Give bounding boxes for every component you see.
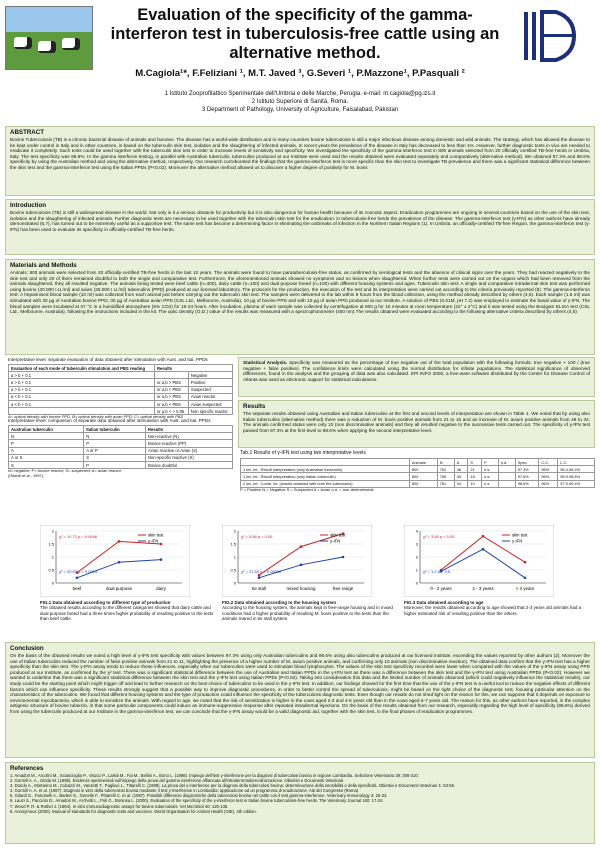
institute-logo (518, 8, 580, 64)
chart-annotation: χ² = 5.88 p = 0.05 (241, 534, 273, 539)
criteria-cell: Negative (188, 372, 232, 379)
criteria-cell: or a,b > PBS (155, 393, 189, 400)
table1-cell: 45 (454, 473, 468, 480)
fig3-line-chart (404, 525, 554, 597)
data-point (482, 535, 485, 538)
criteria2-cell: P (84, 461, 146, 468)
cow-shape (62, 38, 80, 50)
criteria-cell: or a,b < > 0.05 (155, 408, 189, 415)
table1-cell: n.s. (482, 473, 499, 480)
table1-cell: 1 lev. Int.: Result interpretation (only Italian tuberculin) (241, 473, 410, 480)
chart-annotation: χ² = 10.72 p = 0.0046 (59, 534, 98, 539)
criteria-caption-1: Interpretative level: separate evaluation of data obtained after stimulation with Aust. and Ital. PPDs (8, 357, 208, 362)
table1-cell: n.s. (482, 480, 499, 487)
criteria2-cell: P (9, 440, 84, 447)
reference-item: 2. Gormill A. A., Girida M. (1998). Evidenze sperimentali sull'impiego della prova del gamma interferone affiancata all'intradermotubercolinizzazione. Obiettivi e Documenti Veterinari. (10, 778, 345, 784)
reference-item: 6. Lauzi S., Pacciolo D., Amadori M., Archetti L., Poli G., Boninsa L. (2000). Evaluation of the specificity of the γ-interferon test in Italian bovine tuberculosis-free herds. The Veterinary Journal 160: 17-24. (10, 798, 384, 804)
criteria-cell: or a,b < PBS (155, 386, 189, 393)
y-tick-label: 1 (415, 567, 418, 573)
table1-header-cell: S (468, 459, 482, 466)
legend-label: γ-IFN (148, 538, 159, 544)
x-tick-label: 2 - 3 years (472, 586, 494, 591)
criteria-cell: or a,b < PBS (155, 400, 189, 407)
reference-item: 4. Gormill A. A. et al. (1997). Diagnosi in vitro della tubercolosi bovina mediante il test γ-interferone in Lombardia: applicazione ad un programma di eradicazione. Atti del Congresso (Roma). (10, 788, 360, 794)
y-tick-label: 2 (415, 554, 418, 560)
poster-authors: M.Cagiola¹*, F.Feliziani ¹, M.T. Javed ³, G.Severi ¹, P.Mazzone¹, P.Pasquali ² (135, 68, 465, 79)
fig2-caption-block (222, 600, 400, 621)
criteria-source: (Gilardi et al., 1997) (8, 472, 44, 478)
stats-heading: Statistical Analysis. (243, 360, 288, 365)
table1-cell: 1 lev. Int.: Result interpretation (only Australian tuberculin) (241, 466, 410, 473)
reference-item: 8. Anonymous (2000). Manual of standards for diagnostic tests and vaccines. World Organisation for Animal Health (OIE), 4th edition. (10, 808, 257, 814)
fig2-caption: FIG.2 Data obtained according to the housing system (222, 600, 337, 605)
chart-annotation: χ² = 1.2 p = 3.5 (423, 569, 451, 574)
table1-cell: 98.6% (515, 480, 539, 487)
reference-item: 1. Amadori M., Arcolini M., Sciascioglia P., Vitucci P., Lalsiti M., Fai M., Bellini A., Bono L. (1998). Impiego dell'test γ-interferone per la diagnosi di tubercolosi bovina in regione Lombardia. Selezione Veterinaria 39: 306-310. (10, 773, 419, 778)
y-tick-label: 1 (233, 554, 236, 560)
criteria-table-2 (8, 425, 233, 479)
methods-text: Animals: 800 animals were selected from 20 officially-certified TB-free herds in the last 10 years. The animals were found to have paratuberculosis-free status, as confirmed by serological tests and the absence of clinical signs over the years. They had reacted negatively to the skin test and only 20 of them remained doubtful to both the single and comparative test. Furthermore, the aforementioned animals showed no symptoms and no lesions when slaughtered. When further tests were carried out on the organs which had been removed from the animals slaughtered, they all resulted negative. The animals being tested were beef cattle (n=400), dairy cattle (n=100) and dual purpose breed (n=100) with different housing systems and ages. Tuberculin skin test: A single and comparative intradermal skin test was performed using bovine (30.000 I.U./ml) and avian (25.000 I.U./ml) tuberculins (PPD) produced at our licensed laboratory. The protocols for the production, the execution of the test and its interpretation were carried out according to the criteria previously reported (8). The gamma-interferon test: A heparinised blood sample (10 ml) was collected from each animal just before carrying out the tuberculin skin test. The samples were delivered to the lab within 8 hours from the blood collection, using the method already described by others (4,5). Each sample (1.5 ml) was stimulated with 30 µg of Australian bovine PPD, 30 µg of Australian avian PPD (CSL Ltd., Melbourne, Australia), 10 µg of bovine PPD and with 10 µg of avian PPD produced at our Institute. A solution of PBS (0.01M, pH 7.2) was employed to estimate the basal value of γ-IFN. The blood samples were incubated at 37 °C in a humidified atmosphere (5% CO2) for 16-24 hours. After incubation, plasma of each sample was collected by centrifugation at 900 g for 10 minutes at room temperature (22° ± 2°C) and it was tested using the Bovigam ELISA test (CSL Ltd., Melbourne, Australia), following the instructions included in the kit. The optic density (O.D.) value of the results was measured with a spectrophotometer (450 nm).The results obtained were evaluated according to the following alternative criteria described by others (4,5) (10, 270, 590, 315)
reference-item: 5. Gilardi G., Fascinelli A., Barbet G., Genelle F., Pittarelli C. et al. (1997). Possibili differenze diagnostiche della tubercolosi bovina nel cattle con il test gamma-interferone. Veterinary Immunology 3: 25-33. (10, 793, 388, 799)
table1-cell: 16 (468, 473, 482, 480)
criteria-cell: a > b + 0.1 (9, 372, 155, 379)
y-tick-label: 0 (51, 580, 54, 586)
affiliation-2: 2 Istituto Superiore di Sanità, Roma. (251, 99, 349, 105)
table1-cell: 781 (437, 480, 454, 487)
criteria-header-cell: Results (155, 365, 233, 372)
methods-box (5, 259, 595, 355)
criteria2-cell: Non-reactive (N) (146, 433, 233, 440)
legend-label: γ-IFN (512, 538, 523, 544)
criteria-note-2: N= negative; P= bovine reactor; S= suspected; A= avian reactor (8, 468, 122, 474)
criteria2-cell: A (9, 447, 84, 454)
table1-header-cell: n.d. (498, 459, 515, 466)
table1-note: P = Positive N = Negative S = Suspected A = Avian n.d. = non-determinable (240, 486, 374, 492)
table1-cell: 800 (409, 466, 437, 473)
data-point (524, 561, 527, 564)
criteria2-header-cell: Results (146, 426, 233, 433)
criteria2-cell: N (84, 433, 146, 440)
data-point (300, 545, 303, 548)
table1-cell: 97.5-99.4% (558, 480, 595, 487)
table1-cell: 800 (409, 473, 437, 480)
table1-cell: 96% (539, 473, 558, 480)
table1-header-cell: A (454, 459, 468, 466)
criteria2-cell: Avian reactive or Avian (S) (146, 447, 233, 454)
table1-header-cell: N (437, 459, 454, 466)
y-tick-label: 3 (415, 541, 418, 547)
affiliation-1: 1 Istituto Zooprofilattico Sperimentale dell'Umbria e delle Marche, Perugia. e-mail: m.cagiola@pg.izs.it (164, 91, 436, 97)
affiliations (90, 90, 510, 114)
introduction-box (5, 199, 595, 255)
data-point (482, 548, 485, 551)
stats-text: Specificity was measured as the percentage of true negative out of the total population with the following formula: true negative × 100 / (true negative + false positive). The confidence limits were calculated using the normal distribution for infinite populations. The statistical significance of observed differences, found in the analysis and the grouping of data was also calculated. EPI INFO 2000, a free-ware software distributed by the Center for Disease Control of Atlanta was used as electronic support for statistical calculations. (243, 360, 591, 382)
x-tick-label: > 3 years (515, 586, 535, 591)
y-tick-label: 4 (415, 528, 418, 534)
criteria2-cell: P (84, 440, 146, 447)
table1-header-cell: P (482, 459, 499, 466)
y-tick-label: 2 (233, 528, 236, 534)
criteria-cell: Avian reactor (188, 393, 232, 400)
data-point (76, 577, 79, 580)
x-tick-label: tie stall (251, 586, 267, 591)
y-tick-label: 0.5 (230, 567, 236, 573)
data-point (258, 574, 261, 577)
y-tick-label: 1.5 (48, 541, 54, 547)
fig2-line-chart (222, 525, 372, 597)
data-point (118, 561, 121, 564)
legend-label: skin test (148, 532, 164, 538)
cow-shape (14, 37, 32, 49)
chart-annotation: χ² = 3.65 p = 0.05 (423, 534, 455, 539)
y-tick-label: 0 (415, 580, 418, 586)
introduction-heading: Introduction (10, 202, 47, 209)
table1-cell: 97.6% (515, 473, 539, 480)
criteria-cell: a < b + 0.1 (9, 400, 155, 407)
y-tick-label: 1 (51, 554, 54, 560)
table1-cell: 95.9-98.6% (558, 473, 595, 480)
x-tick-label: dairy (156, 586, 166, 591)
table1-header-cell: Spec. (515, 459, 539, 466)
y-tick-label: 1.5 (230, 541, 236, 547)
criteria-caption-2: Interpretative level: comparison of separate data obtained after stimulation with Aust. and Ital. PPDs (8, 418, 211, 423)
methods-heading: Materials and Methods (10, 262, 77, 269)
table1-cell: n.s. (482, 466, 499, 473)
table1-header-cell: Animals (409, 459, 437, 466)
conclusion-text: On the basis of the obtained results we noted a high level of γ-IFN test specificity with values between 97.3% using only Australian tuberculins and 98.6% using also tuberculins produced at our licensed Institute, exceeding the values reported by other authors (2). Moreover the use of Italian tuberculins reduced the number of false positive animals from 21 to 11, highlighting the presence of a higher number of M. avium positive animals, and confirming only 10 animals (non discriminative reaction). The obtained data confirm that the γ-IFN test has a higher specificity than the skin test. The γ-IFN assay tends to reduce these influences, especially when our tuberculins were used to stimulate blood lymphocytes. The values of the skin test specificity recorded were lower when compared with the values of the γ-IFN assay using PPD produced at our Institute, as confirmed by the χ² test. There was a significant statistical difference between the use of Australian and Italian PPDs in the γ-IFN test as there was a difference between the skin test and the γ-IFN test using Australian PPDs (P<0.02). However we wanted to underline that there was a significant statistical difference between the skin test and the γ-IFN test using Italian PPDs (P<0.02). Taking into consideration this data and the limited number of animals observed (which could negatively influence the statistical results), our study could be the starting point which might trigger off and lead to further research on the best choice of tuberculins to be used in the γ-IFN test. In addition, our findings showed for the first time that the use of the γ-IFN test is a useful tool to reduce the negative effects of different factors which can influence specificity. These results strongly suggest that a possible way to improve diagnostic procedures, in order to better control the spread of tuberculosis, might be based on the right choice of the diagnostic test, focusing particular attention on the characteristics of the tuberculins. We found that different housing systems and the type of production could influence the specificity of the tuberculosis diagnostic tests. Even though our results do not shed light on the reason for this, we can suppose that it depends on exposure to environmental mycobacteria, which is able to sensitize the animals. With regard to age, we noted that the risk of sensitization is higher in the cows aged 2-3 and 4-6 years old than in the cows aged 6-7 years old. The reason for this, as other authors have reported, is the complex antigenic structure of bovine tubercle, in that some particular components could induce an immune-suppressive response after repeated intradermal injections. On the basis of the results obtained from our research, especially regarding the high level of specificity (98.6%) derived from using the tuberculin produced at our Institute in the gamma-interferon test, we can conclude that the γ-IFN assay would be a valid diagnostic aid, together with the skin test, in the final phases of eradication programmes. (10, 653, 590, 714)
criteria2-cell: A or S (9, 454, 84, 461)
criteria2-cell: Bovine doubtful (146, 461, 233, 468)
criteria-cell: a > b + 0.1 (9, 386, 155, 393)
table1-cell: 2 lev. Int.: Comb. int. (results obtained with both the tuberculins) (241, 480, 410, 487)
criteria-header-cell: Evaluation of each mode of tuberculin stimulation and PBS reading (9, 365, 155, 372)
criteria-cell: Non specific reactor (188, 408, 232, 415)
criteria-cell: Suspected (188, 386, 232, 393)
cow-shape (38, 41, 56, 53)
fig1-caption: FIG.1 Data obtained according to different type of production (40, 600, 171, 605)
table1-cell: 48 (454, 466, 468, 473)
fig1-line-chart (40, 525, 190, 597)
data-point (342, 556, 345, 559)
table1-title: Tab.1 Results of γ-IFN test using two interpretative levels (240, 450, 366, 456)
results-heading: Results (243, 403, 266, 410)
data-point (160, 558, 163, 561)
reference-item: 7. Wood P. R. & Rothel J. (1994). In vitro immunodiagnostic assays for bovine tuberculosis. Vet Microbiol 40: 125-135. (10, 803, 229, 809)
table1-cell: 752 (437, 466, 454, 473)
legend-label: skin test (330, 532, 346, 538)
x-tick-label: mixed housing (286, 586, 316, 591)
criteria-cell: a > b + 0.1 (9, 379, 155, 386)
y-tick-label: 0.5 (48, 567, 54, 573)
criteria-cell: a < b + 0.1 (9, 393, 155, 400)
criteria2-cell: N (9, 433, 84, 440)
legend-label: γ-IFN (330, 538, 341, 544)
data-point (258, 577, 261, 580)
criteria2-cell: Bovine reactive (PP) (146, 440, 233, 447)
data-point (300, 564, 303, 567)
table1-cell: 96% (539, 480, 558, 487)
criteria-note-1: A= optical density with bovine PPD, B= optical density with avian PPD; C= optical density with PBS (8, 414, 184, 420)
fig1-text: The obtained results according to the different categories showed that dairy cattle and dual purpose breed had a three times higher probability of resulting positive to the tests than beef cattle. (40, 605, 214, 621)
x-tick-label: 0 - 2 years (430, 586, 452, 591)
abstract-text: Bovine Tuberculosis (TB) is a chronic bacterial disease of animals and humans. The disease has a world-wide distribution and in many countries bovine tuberculosis is still a major infectious disease among domestic and wild animals. The strategy, which has allowed the disease to be kept under control in Italy and in other countries, is based on the tuberculin skin test, isolation and the slaughtering of infected animals. In recent years the prevalence of the disease in Italy has decreased to less than 1%. However, further diagnostic tests in vivo are needed to eradicate it completely. Such tests could be used together with the tuberculin skin test in order to increase levels of sensitivity and specificity. We investigated the specificity of the gamma-interferon test in 800 animals selected from 20 officially certified TB-free herds in Umbria, Italy. The test specificity was 96.8%. In the gamma interferon testing, in parallel with Australian tuberculin, tuberculins produced at our Institute were used and the results obtained were evaluated separately and comparatively (alternative method). We obtained 97.3% and 98.6% specificity by using the Australian method and using the alternative method, respectively. Our research corroborated the findings that the gamma-interferon test is more specific than the skin test to investigate TB prevalence and there was a significant statistical difference between the skin test and the gamma-interferon test using the Italian PPDs (P<0.02). Moreover the alternative method allowed us to discover a higher degree of positivity for M. bovis (10, 137, 590, 170)
table1-cell: 21 (468, 466, 482, 473)
fig3-text: Moreover, the results obtained according to age showed that 2-3 years old animals had a higher estimated risk of resulting positive than the others. (404, 605, 582, 616)
table1-cell: 96% (539, 466, 558, 473)
table1-cell: 755 (437, 473, 454, 480)
criteria-table-1 (8, 364, 233, 420)
table1-cell: 95.4-98.4% (558, 466, 595, 473)
introduction-text: Bovine tuberculosis (TB) is still a widespread disease in the world. Not only is it a serious obstacle for productivity but it is also dangerous for human health because of its zoonotic aspect. Eradication programmes are ongoing in several countries based on the use of the skin test, isolation and the slaughtering of infected animals. Further diagnostic tests are necessary to be used together with the tuberculin skin test for the eradication: in tuberculosis-free herds the prevalence of the disease. The gamma-interferon test (γ-IFN) as other authors have already demonstrated (6,7), has turned out to be extremely useful as a supportive test. The same test has become a determining factor in eliminating the outbreaks of infection in the Northern Italian Regions (1). In Umbria, an officially-certified TB-free Region, the gamma-interferon test (γ-IFN) has been used to evaluate its specificity in officially-certified TB-free herds. (10, 210, 590, 232)
table1-cell: 97.3% (515, 466, 539, 473)
criteria-cell: or a,b > PBS (155, 379, 189, 386)
criteria2-header-cell: Australian tuberculin (9, 426, 84, 433)
table1-header-cell: L.C. (558, 459, 595, 466)
criteria2-cell: A or P (84, 447, 146, 454)
table1 (240, 458, 595, 493)
criteria2-header-cell: Italian tuberculin (84, 426, 146, 433)
table1-header-cell (241, 459, 410, 466)
results-box (238, 400, 595, 448)
y-tick-label: 2 (51, 528, 54, 534)
fig2-text: According to the housing system, the animals kept in free-range housing and in mixed conditions had a higher probability of resulting M. bovis positive to the tests than the animals reared in tie stall system. (222, 605, 393, 621)
affiliation-3: 3 Department of Pathology, University of Agriculture, Faisalabad, Pakistan (201, 107, 399, 113)
stats-box (238, 357, 595, 397)
criteria2-cell: S (9, 461, 84, 468)
poster-header (0, 0, 600, 128)
criteria-cell: Avian suspected (188, 400, 232, 407)
data-point (118, 540, 121, 543)
references-box (5, 762, 595, 844)
legend-label: skin test (512, 532, 528, 538)
reference-item: 3. Dondo A., Mortarino M., Cubazzi M., Vanzetti T., Pagliaci L., Tittarelli C. (1999). La prova del γ-interferone per la diagnosi della tubercolosi bovina: determinazione della sensibilità e della specificità. Obiettivi e Documenti Veterinari 1: 53-55. (10, 783, 456, 789)
abstract-heading: ABSTRACT (10, 129, 45, 136)
fig1-caption-block (40, 600, 218, 621)
criteria-cell: Positive (188, 379, 232, 386)
conclusion-heading: Conclusion (10, 645, 44, 652)
criteria2-cell: Non-specific reactive (S) (146, 454, 233, 461)
x-tick-label: dual purpose (105, 586, 133, 591)
references-heading: References (10, 765, 44, 772)
table1-header-cell: C.C. (539, 459, 558, 466)
x-tick-label: free range (332, 586, 354, 591)
cattle-photo (5, 6, 93, 70)
data-point (160, 543, 163, 546)
poster-title: Evaluation of the specificity of the gamma-interferon test in tuberculosis-free cattle using an alternative method. (110, 6, 500, 62)
results-text: The separate results obtained using Australian and Italian tuberculins at the first and second levels of interpretation are shown in Table 1. We noted that by using also Italian tuberculins (alternative method) there was a reduction of M. bovis positive animals from 21 to 16 and an increase of M. avium positive animals from 48 to 34. The animals confirmed status were only 10 (non discriminative animals) and they all resulted negative to the successive tests carried out. The specificity of γ-IFN test passed from 97.3% at the first level to 98.6% when applying the second interpretative level. (243, 411, 590, 433)
table1-cell: 34 (454, 480, 468, 487)
conclusion-box (5, 642, 595, 758)
table1-cell: 800 (409, 480, 437, 487)
criteria2-cell: S (84, 454, 146, 461)
data-point (524, 577, 527, 580)
x-tick-label: beef (72, 586, 82, 591)
fig3-caption-block (404, 600, 582, 616)
chart-annotation: χ² = 20.87 p = 0.0003 (59, 569, 98, 574)
table1-cell: 10 (468, 480, 482, 487)
chart-annotation: χ² = 21.54 p = 0.00002 (241, 569, 282, 574)
fig3-caption: FIG.3 Data obtained according to age (404, 600, 484, 605)
y-tick-label: 0 (233, 580, 236, 586)
abstract-box (5, 126, 595, 196)
